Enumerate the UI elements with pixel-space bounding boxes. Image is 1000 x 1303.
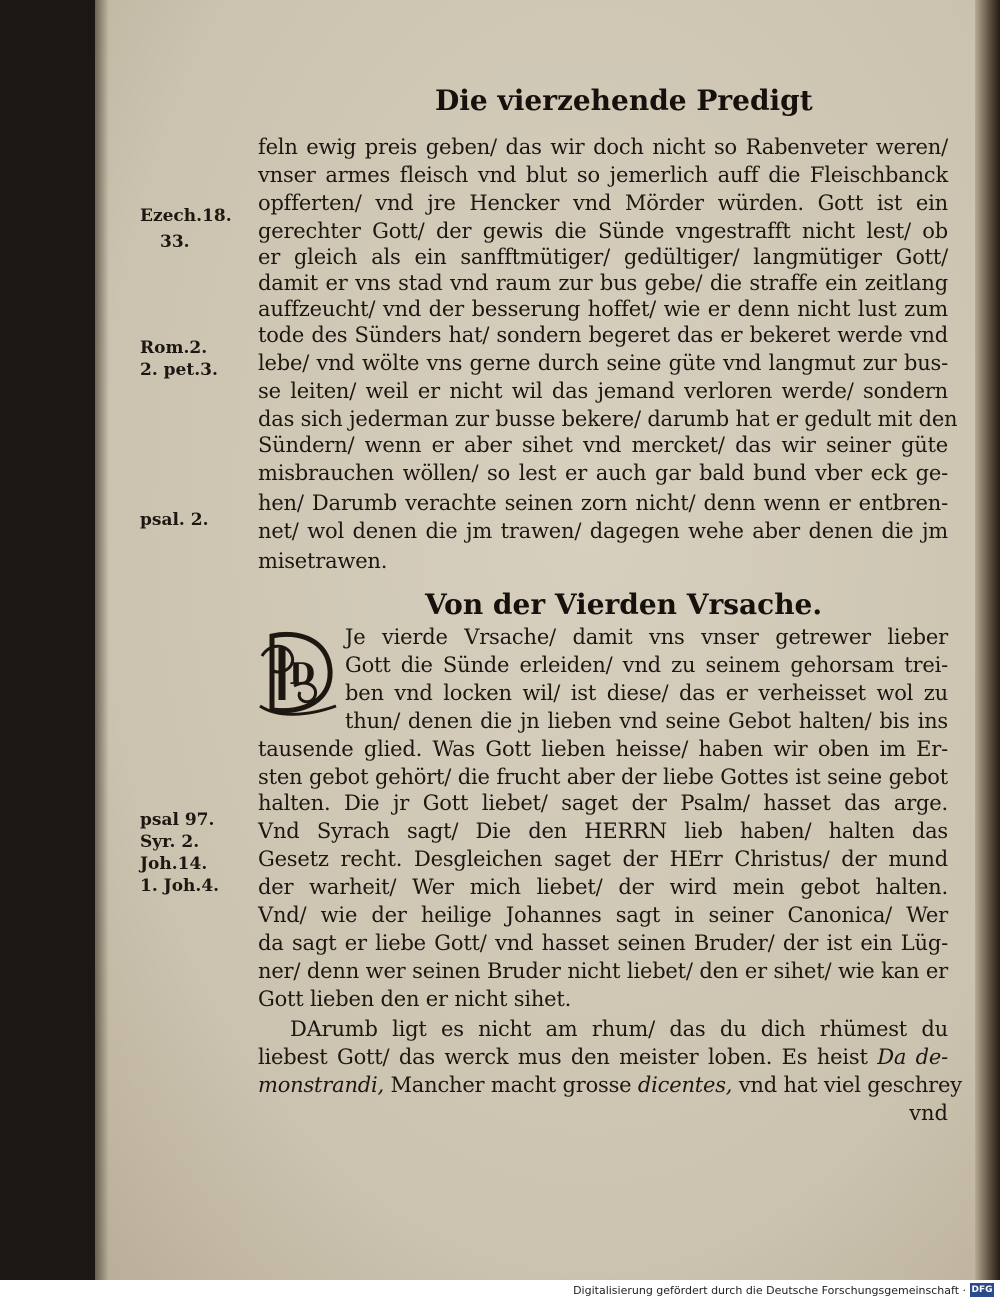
text-line: misetrawen.: [258, 549, 388, 573]
margin-note: 1. Joh.4.: [140, 876, 220, 896]
text-line: sten gebot gehört/ die frucht aber der liebe Gottes ist seine gebot: [258, 765, 948, 789]
text-line: opfferten/ vnd jre Hencker vnd Mörder würden. Gott ist ein: [258, 191, 948, 215]
latin-phrase: Da de-: [877, 1045, 948, 1069]
text-line: das sich jederman zur busse bekere/ darumb hat er gedult mit den: [258, 407, 958, 431]
latin-phrase: dicentes,: [637, 1073, 733, 1097]
text-span: vnd hat viel geschrey: [732, 1073, 962, 1097]
dfg-logo: DFG: [971, 1285, 993, 1295]
text-line: ben vnd locken wil/ ist diese/ das er verheisset wol zu: [345, 681, 948, 705]
text-line: auffzeucht/ vnd der besserung hoffet/ wie er denn nicht lust zum: [258, 297, 948, 321]
text-line: tode des Sünders hat/ sondern begeret das er bekeret werde vnd: [258, 323, 948, 347]
text-line: thun/ denen die jn lieben vnd seine Gebot halten/ bis ins: [345, 709, 948, 733]
text-line: halten. Die jr Gott liebet/ saget der Psalm/ hasset das arge.: [258, 791, 948, 815]
text-line: der warheit/ Wer mich liebet/ der wird mein gebot halten.: [258, 875, 948, 899]
text-line: se leiten/ weil er nicht wil das jemand verloren werde/ sondern: [258, 379, 948, 403]
text-line: Vnd Syrach sagt/ Die den HERRN lieb haben/ halten das: [258, 819, 948, 843]
text-line: Sündern/ wenn er aber sihet vnd mercket/ das wir seiner güte: [258, 433, 948, 457]
text-line: feln ewig preis geben/ das wir doch nicht so Rabenveter weren/: [258, 135, 948, 159]
text-line: ner/ denn wer seinen Bruder nicht liebet/ den er sihet/ wie kan er: [258, 959, 948, 983]
page-gutter-shadow: [95, 0, 109, 1280]
margin-note: 2. pet.3.: [140, 360, 218, 380]
text-line: net/ wol denen die jm trawen/ dagegen wehe aber denen die jm: [258, 519, 948, 543]
text-line: damit er vns stad vnd raum zur bus gebe/ die straffe ein zeitlang: [258, 271, 948, 295]
section-heading: Von der Vierden Vrsache.: [425, 588, 823, 621]
ornamental-initial: [258, 626, 340, 718]
text-line: gerechter Gott/ der gewis die Sünde vngestrafft nicht lest/ ob: [258, 219, 948, 243]
running-head: Die vierzehende Predigt: [435, 84, 813, 117]
margin-note: psal 97.: [140, 810, 215, 830]
text-line: misbrauchen wöllen/ so lest er auch gar bald bund vber eck ge-: [258, 461, 948, 485]
margin-note: Rom.2.: [140, 338, 208, 358]
text-line: er gleich als ein sanfftmütiger/ gedültiger/ langmütiger Gott/: [258, 245, 948, 269]
text-span: Mancher macht grosse: [384, 1073, 638, 1097]
latin-phrase: monstrandi,: [258, 1073, 385, 1097]
text-line: Vnd/ wie der heilige Johannes sagt in seiner Canonica/ Wer: [258, 903, 948, 927]
text-line: [258, 1044, 948, 1070]
digitization-footer: [0, 1280, 1000, 1303]
text-line: Gott lieben den er nicht sihet.: [258, 987, 572, 1011]
margin-note: 33.: [160, 232, 190, 252]
text-line: da sagt er liebe Gott/ vnd hasset seinen Bruder/ der ist ein Lüg-: [258, 931, 948, 955]
text-line: Gesetz recht. Desgleichen saget der HErr Christus/ der mund: [258, 847, 948, 871]
text-line: DArumb ligt es nicht am rhum/ das du dich rhümest du: [290, 1017, 948, 1041]
drop-cap-letter: D: [288, 657, 316, 692]
footer-credit: Digitalisierung gefördert durch die Deutsche Forschungsgemeinschaft ·: [573, 1284, 966, 1297]
margin-note: Ezech.18.: [140, 206, 232, 226]
text-span: liebest Gott/ das werck mus den meister loben. Es heist: [258, 1045, 878, 1069]
text-line: Gott die Sünde erleiden/ vnd zu seinem gehorsam trei-: [345, 653, 948, 677]
catchword: vnd: [909, 1101, 948, 1125]
text-line: hen/ Darumb verachte seinen zorn nicht/ denn wenn er entbren-: [258, 491, 948, 515]
text-line: Je vierde Vrsache/ damit vns vnser getrewer lieber: [345, 625, 948, 649]
text-line: lebe/ vnd wölte vns gerne durch seine güte vnd langmut zur bus-: [258, 351, 948, 375]
margin-note: psal. 2.: [140, 510, 209, 530]
page-edge: [975, 0, 1000, 1280]
text-line: vnser armes fleisch vnd blut so jemerlich auff die Fleischbanck: [258, 163, 948, 187]
text-line: tausende glied. Was Gott lieben heisse/ haben wir oben im Er-: [258, 737, 948, 761]
margin-note: Syr. 2.: [140, 832, 200, 852]
text-line: [258, 1072, 962, 1098]
margin-note: Joh.14.: [140, 854, 208, 874]
